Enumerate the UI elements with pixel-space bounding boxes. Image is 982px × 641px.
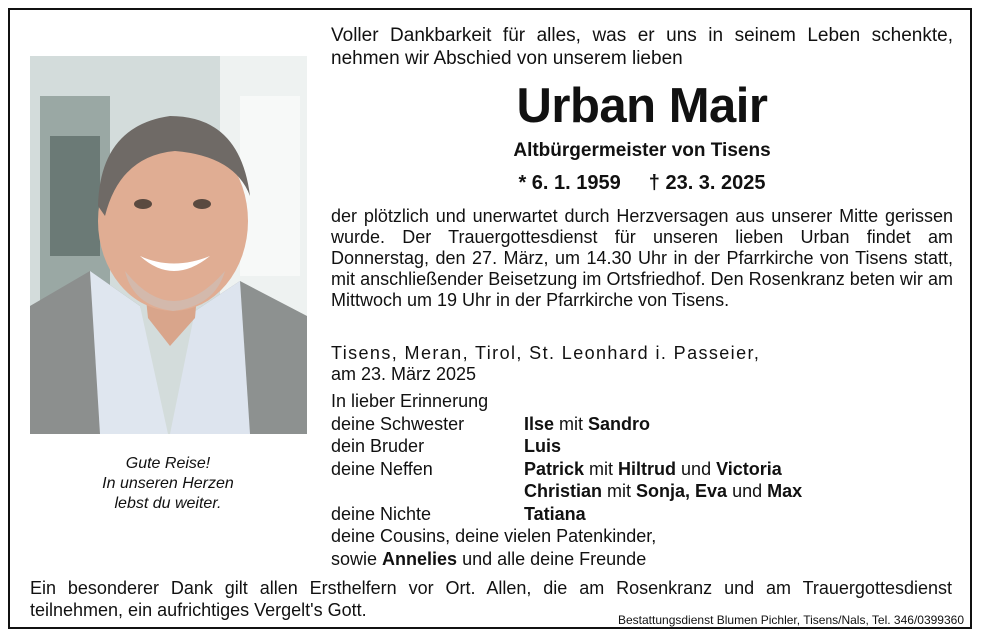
mourner-row — [331, 413, 802, 436]
relation-label: deine Neffen — [331, 458, 433, 479]
deceased-name: Urban Mair — [516, 79, 768, 133]
mourner-row — [331, 435, 802, 458]
relation-label: deine Nichte — [331, 503, 432, 524]
mourner-names: Christian mit Sonja, Eva und Max — [524, 481, 803, 501]
date-line: am 23. März 2025 — [331, 364, 477, 384]
places-line: Tisens, Meran, Tirol, St. Leonhard i. Passeier, — [331, 343, 761, 363]
intro-text: Voller Dankbarkeit für alles, was er uns in seinem Leben schenkte, nehmen wir Abschied von unserem lieben — [331, 25, 953, 69]
mourner-row — [331, 503, 802, 526]
caption-line: Gute Reise! — [125, 455, 211, 472]
friends-line: sowie Annelies und alle deine Freunde — [331, 548, 647, 569]
thanks-text: Ein besonderer Dank gilt allen Ersthelfern vor Ort. Allen, die am Rosenkranz und am Trauergottesdienst teilnehmen, ein aufrichtiges Vergelt's Gott. — [30, 578, 952, 620]
cousins-line: deine Cousins, deine vielen Patenkinder, — [331, 526, 657, 546]
mourners-list — [331, 390, 802, 570]
death-date: † 23. 3. 2025 — [648, 172, 766, 194]
memory-heading: In lieber Erinnerung — [331, 391, 489, 411]
caption-line: In unseren Herzen — [102, 475, 234, 492]
mourner-names: Tatiana — [524, 503, 586, 524]
caption-line: lebst du weiter. — [114, 495, 222, 512]
relation-label — [331, 480, 524, 503]
mourner-row — [331, 458, 802, 481]
mourner-names: Patrick mit Hiltrud und Victoria — [524, 458, 782, 479]
undertaker-info: Bestattungsdienst Blumen Pichler, Tisens/Nals, Tel. 346/0399360 — [618, 613, 964, 627]
place-date — [331, 343, 953, 385]
photo-caption — [60, 454, 276, 514]
relation-label: deine Schwester — [331, 413, 465, 434]
relation-label: dein Bruder — [331, 436, 425, 456]
deceased-role: Altbürgermeister von Tisens — [513, 140, 771, 161]
portrait-photo — [30, 56, 307, 434]
mourner-row — [331, 480, 802, 503]
birth-date: * 6. 1. 1959 — [518, 172, 621, 194]
mourner-names: Ilse mit Sandro — [524, 413, 651, 434]
mourner-names: Luis — [524, 436, 562, 456]
life-dates — [331, 172, 953, 195]
funeral-info: der plötzlich und unerwartet durch Herzversagen aus unserer Mitte gerissen wurde. Der Trauergottesdienst für unseren lieben Urban findet am Donnerstag, den 27. März, um 14.30 Uhr in der Pfarrkirche von Tisens statt, mit anschließender Beisetzung im Ortsfriedhof. Den Rosenkranz beten wir am Mittwoch um 19 Uhr in der Pfarrkirche von Tisens. — [331, 206, 953, 310]
